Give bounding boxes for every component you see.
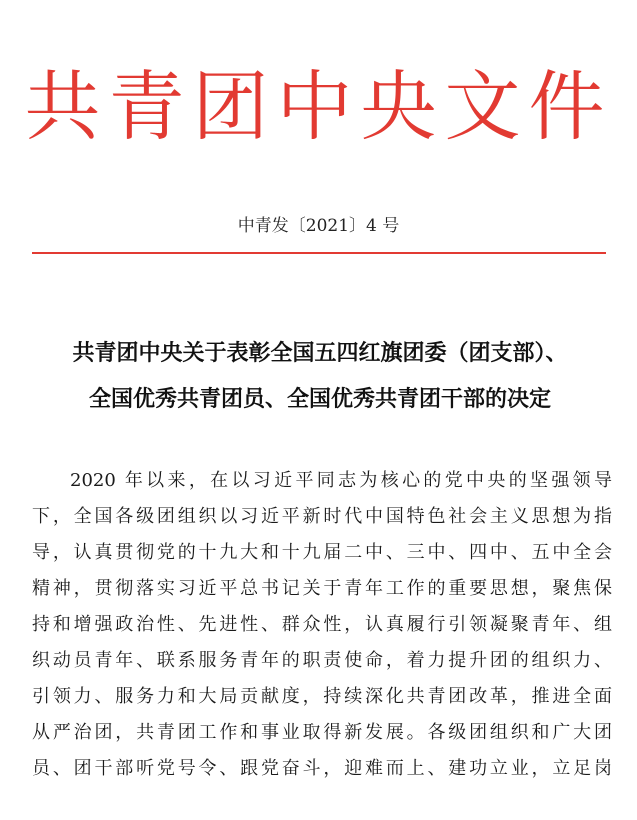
- body-line: 2020 年以来，在以习近平同志为核心的党中央的坚强领导: [70, 470, 612, 491]
- body-line: 从严治团，共青团工作和事业取得新发展。各级团组织和广大团: [32, 722, 612, 743]
- document-number: 中青发〔2021〕4 号: [237, 216, 400, 236]
- red-divider-line: [32, 252, 606, 254]
- body-line: 员、团干部听党号令、跟党奋斗，迎难而上、建功立业，立足岗: [32, 758, 612, 779]
- title-line-1: 共青团中央关于表彰全国五四红旗团委（团支部）、: [72, 341, 568, 366]
- body-line: 织动员青年、联系服务青年的职责使命，着力提升团的组织力、: [32, 650, 612, 671]
- document-title: [30, 331, 610, 423]
- body-line: 引领力、服务力和大局贡献度，持续深化共青团改革，推进全面: [32, 686, 612, 707]
- body-line: 下，全国各级团组织以习近平新时代中国特色社会主义思想为指: [32, 506, 612, 527]
- body-paragraph: [32, 463, 612, 787]
- body-line: 持和增强政治性、先进性、群众性，认真履行引领凝聚青年、组: [32, 614, 612, 635]
- masthead-title: 共青团中央文件: [24, 62, 613, 151]
- body-line: 导，认真贯彻党的十九大和十九届二中、三中、四中、五中全会: [32, 542, 612, 563]
- body-line: 精神，贯彻落实习近平总书记关于青年工作的重要思想，聚焦保: [32, 578, 612, 599]
- title-line-2: 全国优秀共青团员、全国优秀共青团干部的决定: [88, 387, 551, 412]
